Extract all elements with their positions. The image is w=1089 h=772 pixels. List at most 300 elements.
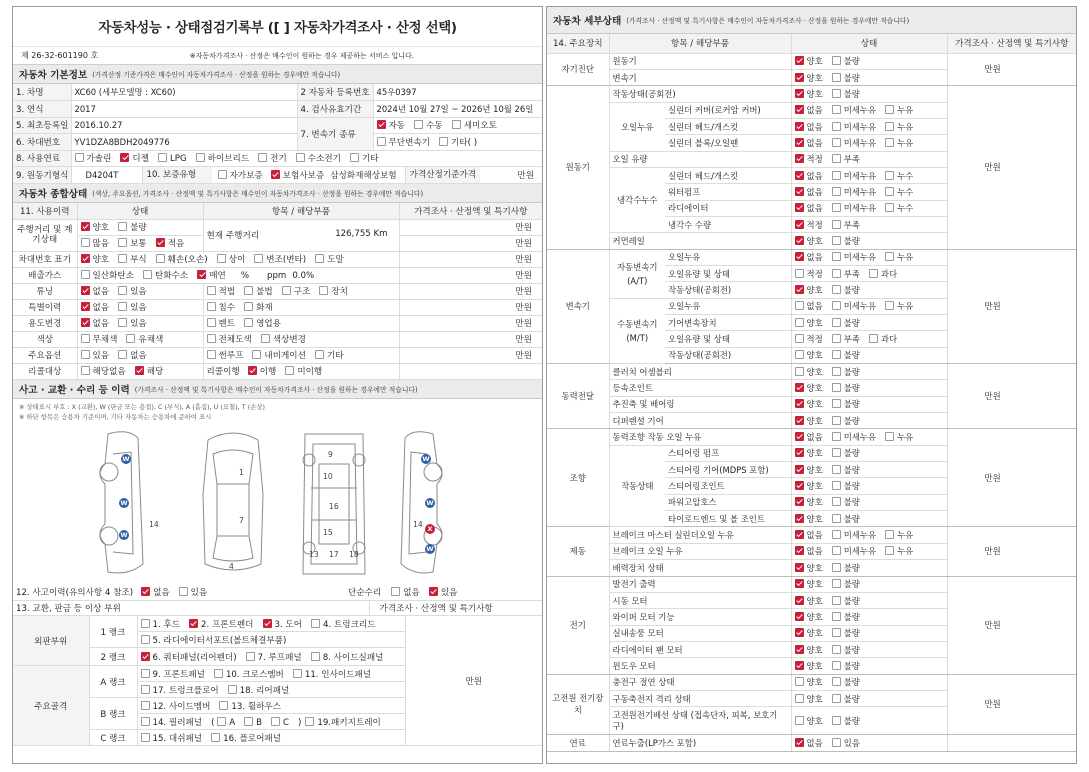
simple-repair-checkbox[interactable] <box>391 587 400 596</box>
plate-opts <box>77 251 399 267</box>
status-option: 불량 <box>832 367 860 377</box>
insurance-warranty-checkbox[interactable] <box>271 170 280 179</box>
rank2-checkbox[interactable] <box>246 652 255 661</box>
detail-item: 실린더 헤드/개스킷 <box>665 167 791 183</box>
status-checkbox[interactable] <box>795 383 804 392</box>
fuel-option: 하이브리드 <box>196 154 250 164</box>
status-option: 누유 <box>885 546 913 556</box>
rankB-checkbox[interactable] <box>219 701 228 710</box>
status-option: 불량 <box>832 645 860 655</box>
option-item-checkbox[interactable] <box>207 350 216 359</box>
fuel-checkbox[interactable] <box>196 153 205 162</box>
tuning-item-option: 불법 <box>244 287 273 297</box>
detail-item: 브레이크 오일 누유 <box>609 543 791 559</box>
detail-row <box>547 576 1076 592</box>
sub-group-label: 냉각수누수 <box>609 167 665 232</box>
option-item-checkbox[interactable] <box>315 350 324 359</box>
basic-info-table: 1. 차명 XC60 (세부모델명 : XC60) 2 자동차 등록번호 45우0397 3. 연식 2017 4. 검사유효기간 2024년 10월 27일 ~ 2026년 10월 26일 5. 최초등록일 2016.10.27 7. 변속기 종류 자동 수동 세미오토 6. 차대번호 YV1DZA8BDH2049776 무단변속기 기타( ) 8. 사용연료 가솔린 디젤 LPG 하이브리드 전기 수소전기 기타 9. 원동기형식 D4204T 10. 보증유형 자가보증 보험사보증 삼성화재해상보험 가격산정기준가격 만원 <box>13 84 542 184</box>
color-checkbox[interactable] <box>126 334 135 343</box>
detail-row <box>547 86 1076 102</box>
color-item-checkbox[interactable] <box>261 334 270 343</box>
car-outline-svg <box>13 424 544 584</box>
tuning-item-checkbox[interactable] <box>207 286 216 295</box>
sub-group-label: 오일누유 <box>609 102 665 151</box>
status-checkbox[interactable] <box>795 269 804 278</box>
rankC-checkbox[interactable] <box>211 733 220 742</box>
trans-manual-checkbox[interactable] <box>414 120 423 129</box>
status-checkbox[interactable] <box>832 56 841 65</box>
detail-item: 실내송풍 모터 <box>609 625 791 641</box>
status-checkbox[interactable] <box>795 334 804 343</box>
status-checkbox[interactable] <box>832 738 841 747</box>
status-option: 없음 <box>795 122 823 132</box>
status-checkbox[interactable] <box>832 530 841 539</box>
detail-item: 클러치 어셈블리 <box>609 364 791 380</box>
trans-cvt-checkbox[interactable] <box>377 137 386 146</box>
fuel-options <box>71 150 542 167</box>
device-group-label: 변속기 <box>547 249 609 363</box>
emission-checkbox[interactable] <box>197 270 206 279</box>
status-option: 적정 <box>795 154 823 164</box>
detail-item: 디퍼렌셜 기어 <box>609 413 791 429</box>
status-checkbox[interactable] <box>832 399 841 408</box>
status-checkbox[interactable] <box>832 448 841 457</box>
status-checkbox[interactable] <box>832 89 841 98</box>
rank1-checkbox[interactable] <box>141 619 150 628</box>
status-checkbox[interactable] <box>795 481 804 490</box>
option-item-checkbox[interactable] <box>252 350 261 359</box>
status-checkbox[interactable] <box>832 334 841 343</box>
status-option: 양호 <box>795 716 823 726</box>
detail-status <box>791 184 947 200</box>
simple-repair-checkbox[interactable] <box>429 587 438 596</box>
status-option: 불량 <box>832 596 860 606</box>
status-checkbox[interactable] <box>832 154 841 163</box>
detail-status <box>791 69 947 85</box>
status-checkbox[interactable] <box>832 318 841 327</box>
detail-status <box>791 527 947 543</box>
status-option: 없음 <box>795 546 823 556</box>
status-checkbox[interactable] <box>832 497 841 506</box>
price-cell: 만원 <box>947 86 1076 249</box>
detail-status <box>791 118 947 134</box>
status-checkbox[interactable] <box>832 73 841 82</box>
device-group-label: 연료 <box>547 735 609 751</box>
tuning-checkbox[interactable] <box>118 286 127 295</box>
mileage-bad-checkbox[interactable] <box>118 222 127 231</box>
fuel-checkbox[interactable] <box>120 153 129 162</box>
status-checkbox[interactable] <box>795 645 804 654</box>
option-checkbox[interactable] <box>118 350 127 359</box>
detail-item: 타이로드엔드 및 볼 조인트 <box>665 511 791 527</box>
status-option: 양호 <box>795 56 823 66</box>
status-checkbox[interactable] <box>795 187 804 196</box>
status-checkbox[interactable] <box>832 138 841 147</box>
usage-item-checkbox[interactable] <box>207 318 216 327</box>
status-checkbox[interactable] <box>869 334 878 343</box>
device-group-label: 전기 <box>547 576 609 674</box>
emission-option: 탄화수소 <box>143 271 188 281</box>
rankA-option: 18. 리어패널 <box>228 686 290 696</box>
detail-status <box>791 200 947 216</box>
status-checkbox[interactable] <box>832 285 841 294</box>
status-checkbox[interactable] <box>795 497 804 506</box>
status-checkbox[interactable] <box>832 661 841 670</box>
rankA-checkbox[interactable] <box>141 685 150 694</box>
status-checkbox[interactable] <box>795 738 804 747</box>
color-option: 무채색 <box>81 335 118 345</box>
option-item-option: 기타 <box>315 351 344 361</box>
status-checkbox[interactable] <box>885 105 894 114</box>
status-checkbox[interactable] <box>885 122 894 131</box>
self-warranty-checkbox[interactable] <box>218 170 227 179</box>
plate-checkbox[interactable] <box>118 254 127 263</box>
plate-checkbox[interactable] <box>217 254 226 263</box>
status-checkbox[interactable] <box>832 579 841 588</box>
status-checkbox[interactable] <box>795 448 804 457</box>
document-title: 자동차성능 · 상태점검기록부 ([ ] 자동차가격조사 · 산정 선택) <box>13 7 542 47</box>
status-option: 없음 <box>795 203 823 213</box>
panel-19-checkbox[interactable] <box>305 717 314 726</box>
status-checkbox[interactable] <box>885 187 894 196</box>
special-item-checkbox[interactable] <box>244 302 253 311</box>
recall-item-option: 이행 <box>248 367 277 377</box>
status-checkbox[interactable] <box>832 203 841 212</box>
status-checkbox[interactable] <box>832 269 841 278</box>
fuel-checkbox[interactable] <box>158 153 167 162</box>
status-checkbox[interactable] <box>832 677 841 686</box>
mileage-r2-opts: 많음 보통 적음 <box>77 235 203 251</box>
mileage-few-checkbox[interactable] <box>156 238 165 247</box>
status-checkbox[interactable] <box>832 301 841 310</box>
detail-item: 발전기 출력 <box>609 576 791 592</box>
rankA-option: 9. 프론트패널 <box>141 670 205 680</box>
rankA-checkbox[interactable] <box>228 685 237 694</box>
status-checkbox[interactable] <box>832 383 841 392</box>
detail-row <box>547 429 1076 445</box>
detail-item: 스티어링 펌프 <box>665 445 791 461</box>
status-checkbox[interactable] <box>795 220 804 229</box>
status-option: 누유 <box>885 122 913 132</box>
detail-item: 등속조인트 <box>609 380 791 396</box>
status-checkbox[interactable] <box>795 89 804 98</box>
detail-table: 14. 주요장치 항목 / 해당부품 상태 가격조사 · 산정액 및 특기사항 자기진단 원동기 양호 불량 만원 변속기 양호 불량 원동기 작동상태(공회전) 양호 불량 만원 오일누유 실린더 커버(로커암 커버) 없음 미세누유 누유 실린더 헤드/개스킷 없음 미세누유 누유 실린더 블록/오일팬 없음 미세누유 누유 오일 유량 적정 부족 냉각수누수 실린더 헤드/개스킷 없음 미세누유 누수 워터펌프 없음 미세누유 누수 라디에이터 없음 미세누유 누수 냉각수 수량 적정 부족 커먼레일 양호 불량 변속기 자동변속기 (A/T) 오일누유 없음 미세누유 누유 만원 오일유량 및 상태 적정 부족 과다 작동상태(공회전) 양호 불량 수동변속기 (M/T) 오일누유 없음 미세누유 누유 기어변속장치 양호 불량 오일유량 및 상태 적정 부족 과다 작동상태(공회전) 양호 불량 동력전달 클러치 어셈블리 양호 불량 만원 등속조인트 양호 불량 추진축 및 베어링 양호 불량 디퍼렌셜 기어 양호 불량 조향 동력조향 작동 오일 누유 없음 미세누유 누유 만원 작동상태 스티어링 펌프 양호 불량 스티어링 기어(MDPS 포함) 양호 불량 스티어링조인트 양호 불량 파워고압호스 양호 불량 타이로드엔드 및 볼 조인트 양호 불량 제동 브레이크 마스터 실린더오일 누유 없음 미세누유 누유 만원 브레이크 오일 누유 없음 미세누유 누유 배력장치 상태 양호 불량 전기 발전기 출력 양호 불량 만원 시동 모터 양호 불량 와이퍼 모터 기능 양호 불량 실내송풍 모터 양호 불량 라디에이터 팬 모터 양호 불량 윈도우 모터 양호 불량 고전원 전기장치 충전구 절연 상태 양호 불량 만원 구동축전지 격리 상태 양호 불량 고전원전기배선 상태 (접속단자, 피복, 보호기구) 양호 불량 연료 연료누출(LP가스 포함) 없음 있음 <box>547 34 1076 752</box>
rank2-checkbox[interactable] <box>311 652 320 661</box>
status-checkbox[interactable] <box>885 138 894 147</box>
recall-item-checkbox[interactable] <box>248 366 257 375</box>
status-checkbox[interactable] <box>795 285 804 294</box>
status-checkbox[interactable] <box>795 628 804 637</box>
status-checkbox[interactable] <box>795 716 804 725</box>
status-checkbox[interactable] <box>795 301 804 310</box>
recall-item-checkbox[interactable] <box>285 366 294 375</box>
status-checkbox[interactable] <box>795 73 804 82</box>
status-checkbox[interactable] <box>885 171 894 180</box>
detail-item: 실린더 커버(로커암 커버) <box>665 102 791 118</box>
detail-item: 고전원전기배선 상태 (접속단자, 피복, 보호기구) <box>609 707 791 735</box>
detail-status <box>791 478 947 494</box>
plate-checkbox[interactable] <box>156 254 165 263</box>
status-checkbox[interactable] <box>795 367 804 376</box>
status-checkbox[interactable] <box>885 432 894 441</box>
car-name-value: XC60 (세부모델명 : XC60) <box>71 84 297 101</box>
status-option: 적정 <box>795 334 823 344</box>
status-checkbox[interactable] <box>832 432 841 441</box>
status-checkbox[interactable] <box>795 661 804 670</box>
detail-item: 냉각수 수량 <box>665 216 791 232</box>
detail-row <box>547 249 1076 265</box>
status-checkbox[interactable] <box>885 252 894 261</box>
emission-checkbox[interactable] <box>81 270 90 279</box>
status-checkbox[interactable] <box>885 301 894 310</box>
status-option: 불량 <box>832 694 860 704</box>
status-checkbox[interactable] <box>795 563 804 572</box>
status-checkbox[interactable] <box>795 171 804 180</box>
status-checkbox[interactable] <box>832 122 841 131</box>
detail-status <box>791 364 947 380</box>
status-checkbox[interactable] <box>885 530 894 539</box>
status-checkbox[interactable] <box>795 350 804 359</box>
rank2-checkbox[interactable] <box>141 652 150 661</box>
rank1-checkbox[interactable] <box>189 619 198 628</box>
status-checkbox[interactable] <box>832 716 841 725</box>
status-option: 양호 <box>795 89 823 99</box>
rankA-checkbox[interactable] <box>141 669 150 678</box>
tuning-item-checkbox[interactable] <box>282 286 291 295</box>
accident-checkbox[interactable] <box>141 587 150 596</box>
status-checkbox[interactable] <box>832 596 841 605</box>
status-checkbox[interactable] <box>832 171 841 180</box>
status-checkbox[interactable] <box>832 546 841 555</box>
tuning-item-checkbox[interactable] <box>244 286 253 295</box>
fuel-checkbox[interactable] <box>75 153 84 162</box>
special-option: 없음 <box>81 303 110 313</box>
accident-checkbox[interactable] <box>179 587 188 596</box>
price-cell: 만원 <box>947 249 1076 363</box>
status-checkbox[interactable] <box>795 399 804 408</box>
tuning-item-checkbox[interactable] <box>319 286 328 295</box>
fuel-option: 기타 <box>350 154 379 164</box>
status-checkbox[interactable] <box>832 350 841 359</box>
status-checkbox[interactable] <box>885 546 894 555</box>
pillar-b-checkbox[interactable] <box>244 717 253 726</box>
status-checkbox[interactable] <box>795 596 804 605</box>
status-checkbox[interactable] <box>795 465 804 474</box>
fuel-checkbox[interactable] <box>296 153 305 162</box>
detail-item: 윈도우 모터 <box>609 658 791 674</box>
status-option: 불량 <box>832 383 860 393</box>
status-option: 양호 <box>795 465 823 475</box>
status-checkbox[interactable] <box>795 612 804 621</box>
status-option: 불량 <box>832 716 860 726</box>
rankB-checkbox[interactable] <box>141 701 150 710</box>
rankA-checkbox[interactable] <box>293 669 302 678</box>
detail-item: 오일누유 <box>665 298 791 314</box>
status-checkbox[interactable] <box>832 645 841 654</box>
detail-status <box>791 735 947 751</box>
fuel-checkbox[interactable] <box>350 153 359 162</box>
price-cell: 만원 <box>947 429 1076 527</box>
mileage-many-checkbox[interactable] <box>81 238 90 247</box>
price-cell: 만원 <box>947 576 1076 674</box>
rankC-checkbox[interactable] <box>141 733 150 742</box>
status-checkbox[interactable] <box>832 367 841 376</box>
panel-5-checkbox[interactable] <box>141 635 150 644</box>
status-checkbox[interactable] <box>795 514 804 523</box>
mileage-normal-checkbox[interactable] <box>118 238 127 247</box>
rankA-checkbox[interactable] <box>214 669 223 678</box>
status-checkbox[interactable] <box>795 236 804 245</box>
detail-item: 연료누출(LP가스 포함) <box>609 735 791 751</box>
status-checkbox[interactable] <box>795 203 804 212</box>
status-checkbox[interactable] <box>832 220 841 229</box>
detail-item: 오일 유량 <box>609 151 791 167</box>
status-checkbox[interactable] <box>832 628 841 637</box>
detail-item: 추진축 및 베어링 <box>609 396 791 412</box>
status-checkbox[interactable] <box>795 56 804 65</box>
detail-status <box>791 331 947 347</box>
plate-checkbox[interactable] <box>315 254 324 263</box>
status-option: 미세누유 <box>832 432 876 442</box>
detail-status <box>791 674 947 690</box>
status-checkbox[interactable] <box>795 154 804 163</box>
detail-item: 스티어링조인트 <box>665 478 791 494</box>
status-checkbox[interactable] <box>832 416 841 425</box>
detail-status <box>791 494 947 510</box>
status-checkbox[interactable] <box>832 105 841 114</box>
status-checkbox[interactable] <box>795 579 804 588</box>
detail-status <box>791 265 947 281</box>
detail-status <box>791 413 947 429</box>
detail-status <box>791 592 947 608</box>
detail-status <box>791 576 947 592</box>
status-checkbox[interactable] <box>832 252 841 261</box>
status-option: 불량 <box>832 628 860 638</box>
plate-checkbox[interactable] <box>81 254 90 263</box>
detail-item: 파워고압호스 <box>665 494 791 510</box>
rank1-checkbox[interactable] <box>311 619 320 628</box>
plate-option: 부식 <box>118 255 147 265</box>
status-option: 양호 <box>795 661 823 671</box>
status-checkbox[interactable] <box>832 187 841 196</box>
pillar-a-checkbox[interactable] <box>217 717 226 726</box>
status-option: 미세누유 <box>832 546 876 556</box>
status-option: 양호 <box>795 350 823 360</box>
status-checkbox[interactable] <box>795 677 804 686</box>
status-checkbox[interactable] <box>795 694 804 703</box>
status-checkbox[interactable] <box>795 138 804 147</box>
status-checkbox[interactable] <box>795 416 804 425</box>
status-option: 불량 <box>832 448 860 458</box>
plate-option: 도말 <box>315 255 344 265</box>
special-checkbox[interactable] <box>118 302 127 311</box>
mark-x-icon: X <box>425 524 435 534</box>
status-checkbox[interactable] <box>795 122 804 131</box>
recall-checkbox[interactable] <box>135 366 144 375</box>
tuning-checkbox[interactable] <box>81 286 90 295</box>
emission-checkbox[interactable] <box>143 270 152 279</box>
status-checkbox[interactable] <box>832 563 841 572</box>
trans-auto-checkbox[interactable] <box>377 120 386 129</box>
price-cell: 만원 <box>947 364 1076 429</box>
status-option: 양호 <box>795 497 823 507</box>
special-checkbox[interactable] <box>81 302 90 311</box>
status-checkbox[interactable] <box>795 432 804 441</box>
usage-checkbox[interactable] <box>118 318 127 327</box>
mark-w-icon: W <box>122 454 130 463</box>
status-checkbox[interactable] <box>832 481 841 490</box>
usage-checkbox[interactable] <box>81 318 90 327</box>
recall-checkbox[interactable] <box>81 366 90 375</box>
detail-status <box>791 233 947 249</box>
color-item-checkbox[interactable] <box>207 334 216 343</box>
status-checkbox[interactable] <box>832 514 841 523</box>
status-checkbox[interactable] <box>869 269 878 278</box>
detail-row <box>547 674 1076 690</box>
detail-item: 구동축전지 격리 상태 <box>609 690 791 706</box>
status-checkbox[interactable] <box>795 105 804 114</box>
status-checkbox[interactable] <box>885 203 894 212</box>
service-note: ※자동차가격조사 · 산정은 매수인이 원하는 경우 제공하는 서비스 입니다. <box>189 51 414 60</box>
rank1-option: 1. 후드 <box>141 620 181 630</box>
status-checkbox[interactable] <box>795 530 804 539</box>
device-group-label: 자기진단 <box>547 53 609 86</box>
status-option: 불량 <box>832 579 860 589</box>
plate-option: 훼손(오손) <box>156 255 208 265</box>
plate-option: 양호 <box>81 255 110 265</box>
detail-status <box>791 658 947 674</box>
price-cell <box>947 735 1076 751</box>
option-checkbox[interactable] <box>81 350 90 359</box>
status-checkbox[interactable] <box>832 694 841 703</box>
status-checkbox[interactable] <box>795 318 804 327</box>
mileage-good-checkbox[interactable] <box>81 222 90 231</box>
status-option: 미세누유 <box>832 171 876 181</box>
trans-semi-checkbox[interactable] <box>452 120 461 129</box>
usage-item-checkbox[interactable] <box>244 318 253 327</box>
detail-status <box>791 151 947 167</box>
detail-item: 실린더 헤드/개스킷 <box>665 118 791 134</box>
rank1-checkbox[interactable] <box>263 619 272 628</box>
fuel-option: 디젤 <box>120 154 149 164</box>
device-group-label: 동력전달 <box>547 364 609 429</box>
status-checkbox[interactable] <box>795 546 804 555</box>
status-option: 누수 <box>885 187 913 197</box>
trans-other-checkbox[interactable] <box>439 137 448 146</box>
status-option: 누유 <box>885 301 913 311</box>
plate-checkbox[interactable] <box>254 254 263 263</box>
status-checkbox[interactable] <box>832 612 841 621</box>
status-checkbox[interactable] <box>832 465 841 474</box>
status-checkbox[interactable] <box>795 252 804 261</box>
color-checkbox[interactable] <box>81 334 90 343</box>
pillar-c-checkbox[interactable] <box>271 717 280 726</box>
status-option: 불량 <box>832 677 860 687</box>
special-item-checkbox[interactable] <box>207 302 216 311</box>
detail-status <box>791 216 947 232</box>
trans-row2: 무단변속기 기타( ) <box>373 134 542 151</box>
detail-status <box>791 396 947 412</box>
emission-value: 0.0% <box>292 271 315 281</box>
status-option: 양호 <box>795 645 823 655</box>
panel-14-checkbox[interactable] <box>141 717 150 726</box>
detail-item: 동력조향 작동 오일 누유 <box>609 429 791 445</box>
fuel-checkbox[interactable] <box>258 153 267 162</box>
device-group-label: 원동기 <box>547 86 609 249</box>
status-checkbox[interactable] <box>832 236 841 245</box>
sub-group-label: 작동상태 <box>609 445 665 527</box>
detail-status <box>791 315 947 331</box>
